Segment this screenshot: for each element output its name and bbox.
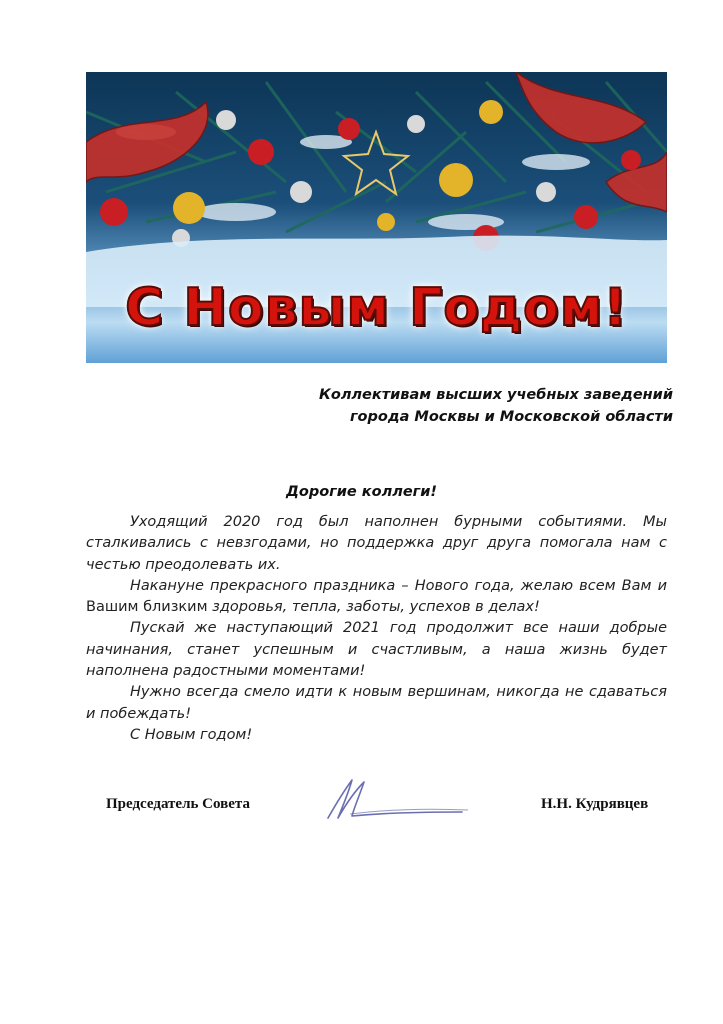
addressee-line: Коллективам высших учебных заведений bbox=[319, 387, 673, 403]
signer-name: Н.Н. Кудрявцев bbox=[541, 796, 649, 812]
paragraph-text: Вашим близким bbox=[86, 599, 208, 616]
salutation: Дорогие коллеги! bbox=[285, 484, 438, 500]
handwritten-signature bbox=[322, 774, 472, 826]
paragraph: Нужно всегда смело идти к новым вершинам, никогда не сдаваться и побеждать! bbox=[86, 684, 667, 722]
letter-body bbox=[86, 512, 667, 746]
paragraph: Уходящий 2020 год был наполнен бурными событиями. Мы сталкивались с невзгодами, но поддержка друг друга помогала нам с честью преодолевать их. bbox=[86, 514, 667, 573]
signature-row bbox=[0, 770, 723, 830]
signer-title: Председатель Совета bbox=[106, 796, 250, 812]
greeting-headline: С Новым Годом! bbox=[125, 278, 628, 338]
addressee-line: города Москвы и Московской области bbox=[349, 409, 673, 425]
paragraph bbox=[86, 576, 667, 619]
paragraph-text: здоровья, тепла, заботы, успехов в делах! bbox=[207, 599, 540, 616]
paragraph-text: Накануне прекрасного праздника – Нового года, желаю всем Вам и bbox=[130, 577, 667, 594]
new-year-banner bbox=[86, 72, 667, 363]
paragraph: С Новым годом! bbox=[130, 726, 253, 743]
addressee-block bbox=[319, 384, 673, 428]
paragraph: Пускай же наступающий 2021 год продолжит все наши добрые начинания, станет успешным и счастливым, а наша жизнь будет наполнена радостными моментами! bbox=[86, 620, 667, 680]
